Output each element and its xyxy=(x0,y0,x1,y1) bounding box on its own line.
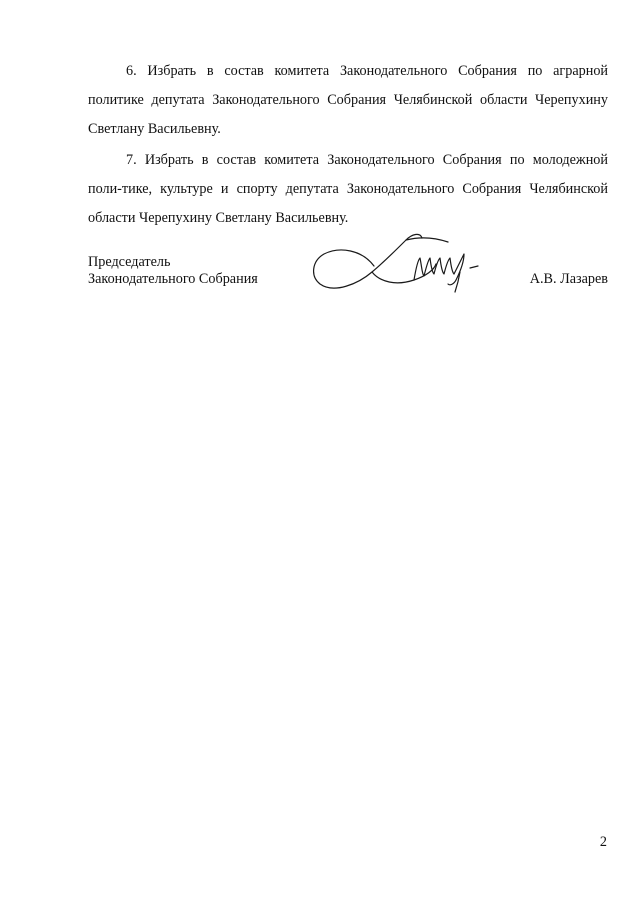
document-body xyxy=(88,57,608,235)
signatory-name: А.В. Лазарев xyxy=(529,271,608,287)
signatory-title-line2: Законодательного Собрания xyxy=(88,271,258,287)
signatory-title xyxy=(88,254,258,288)
signatory-title-line1: Председатель xyxy=(88,254,171,270)
page-number: 2 xyxy=(599,834,607,850)
paragraph-item-6: 6. Избрать в состав комитета Законодательного Собрания по аграрной политике депутата Законодательного Собрания Челябинской области Черепухину Светлану Васильевну. xyxy=(88,63,608,137)
signature-block xyxy=(88,254,608,314)
paragraph-item-7: 7. Избрать в состав комитета Законодательного Собрания по молодежной поли-тике, культуре и спорту депутата Законодательного Собрания Челябинской области Черепухину Светлану Васильевну. xyxy=(88,152,608,226)
handwritten-signature-icon xyxy=(310,228,490,310)
